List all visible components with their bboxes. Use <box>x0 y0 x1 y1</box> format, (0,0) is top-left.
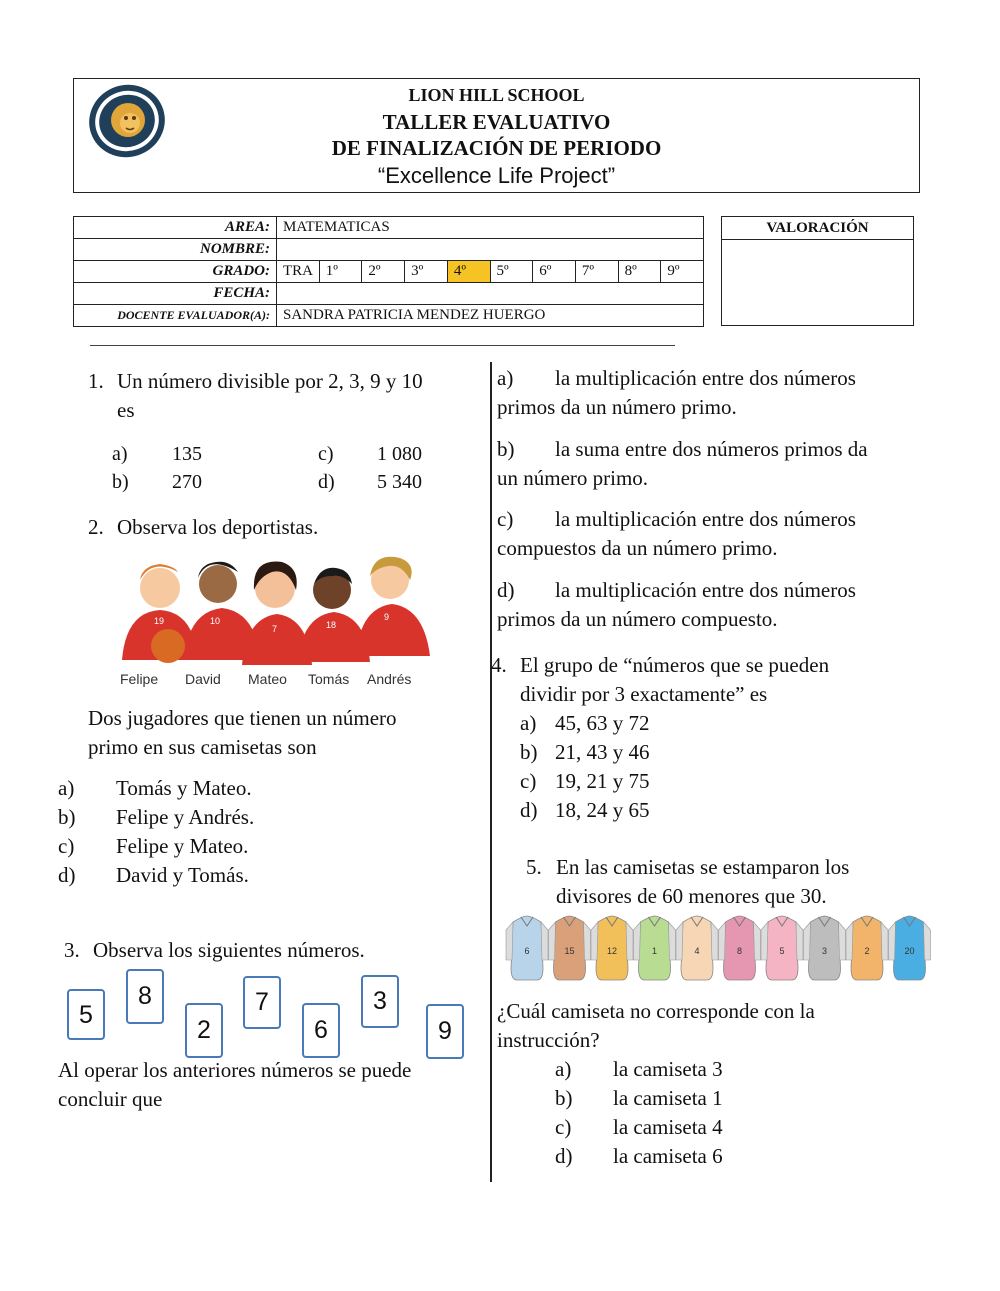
option-letter: d) <box>58 863 76 887</box>
shirt-number: 15 <box>564 946 575 956</box>
option-text: la camiseta 3 <box>613 1057 723 1081</box>
q2-option-c[interactable] <box>58 832 248 861</box>
grade-option[interactable]: 6º <box>533 261 576 282</box>
q1-option-c[interactable] <box>318 440 422 469</box>
shirt <box>719 916 761 980</box>
shirt-sleeve <box>889 922 896 960</box>
project-title: “Excellence Life Project” <box>377 163 616 188</box>
player-name: David <box>185 671 221 687</box>
q3-option-c[interactable] <box>497 505 856 563</box>
option-letter: d) <box>520 798 538 822</box>
shirt-sleeve <box>626 922 633 960</box>
docente-value: SANDRA PATRICIA MENDEZ HUERGO <box>277 305 704 327</box>
option-letter: d) <box>497 578 515 602</box>
option-letter: a) <box>555 1057 572 1081</box>
option-letter: d) <box>555 1144 573 1168</box>
option-letter: d) <box>318 471 335 493</box>
q1-option-d[interactable] <box>318 468 422 497</box>
number-box: 7 <box>243 976 281 1029</box>
separator-line <box>90 345 675 346</box>
option-letter: c) <box>520 769 537 793</box>
number-box: 3 <box>361 975 399 1028</box>
q1-number: 1. <box>88 369 104 393</box>
shirt-sleeve <box>676 922 683 960</box>
q3-conclusion-cont: concluir que <box>58 1087 163 1111</box>
number-box: 6 <box>302 1003 340 1058</box>
q1-text: Un número divisible por 2, 3, 9 y 10 <box>117 369 423 393</box>
shirt-sleeve <box>634 922 641 960</box>
q2-prompt-cont: primo en sus camisetas son <box>88 735 317 759</box>
q5-question-cont: instrucción? <box>497 1028 600 1052</box>
grade-option[interactable]: 1º <box>320 261 363 282</box>
option-text: la multiplicación entre dos números <box>555 507 856 531</box>
number-box: 8 <box>126 969 164 1024</box>
title-line-3: DE FINALIZACIÓN DE PERIODO <box>331 136 662 160</box>
grade-option[interactable]: 9º <box>667 263 680 279</box>
jersey-number: 18 <box>326 620 337 630</box>
q3-text: Observa los siguientes números. <box>93 938 365 962</box>
q4-option-c[interactable] <box>520 767 650 796</box>
q2-option-a[interactable] <box>58 774 252 803</box>
shirt-sleeve <box>754 922 761 960</box>
shirts-row <box>503 912 933 984</box>
q3-option-b[interactable] <box>497 435 868 493</box>
shirt <box>549 916 591 980</box>
grade-option[interactable]: 3º <box>405 261 448 282</box>
shirt-number: 2 <box>864 946 870 956</box>
shirt-sleeve <box>669 922 676 960</box>
player-name: Felipe <box>120 671 159 687</box>
q5-option-c[interactable] <box>555 1113 723 1142</box>
player-name: Tomás <box>308 671 350 687</box>
q3-conclusion: Al operar los anteriores números se puede <box>58 1058 412 1082</box>
grade-selector <box>277 261 704 283</box>
column-divider <box>490 362 492 1182</box>
shirt <box>846 916 888 980</box>
docente-label: DOCENTE EVALUADOR(A): <box>74 305 277 327</box>
q1-text-cont: es <box>117 398 135 422</box>
jersey-number: 9 <box>384 612 390 622</box>
option-text: la suma entre dos números primos da <box>555 437 868 461</box>
shirt-sleeve <box>541 922 548 960</box>
shirt-sleeve <box>846 922 853 960</box>
q4-option-b[interactable] <box>520 738 650 767</box>
option-text-cont: primos da un número primo. <box>497 395 737 419</box>
q2-text: Observa los deportistas. <box>117 515 319 539</box>
player-andres <box>356 557 430 656</box>
option-letter: b) <box>58 805 76 829</box>
shirt-number: 20 <box>904 946 915 956</box>
option-letter: c) <box>555 1115 572 1139</box>
grade-option[interactable]: 8º <box>619 261 662 282</box>
option-letter: c) <box>497 507 514 531</box>
option-text-cont: un número primo. <box>497 466 649 490</box>
shirt-number: 8 <box>736 946 743 956</box>
q5-option-d[interactable] <box>555 1142 723 1171</box>
q2-prompt: Dos jugadores que tienen un número <box>88 706 397 730</box>
shirt-number: 5 <box>779 946 785 956</box>
option-value: 270 <box>172 471 202 493</box>
q4-option-d[interactable] <box>520 796 650 825</box>
valoracion-header: VALORACIÓN <box>722 217 913 240</box>
q3-number: 3. <box>64 938 80 962</box>
number-box: 9 <box>426 1004 464 1059</box>
option-text: la multiplicación entre dos números <box>555 366 856 390</box>
option-letter: a) <box>58 776 75 800</box>
grade-option-selected[interactable]: 4º <box>448 261 491 282</box>
shirt-sleeve <box>761 922 768 960</box>
shirt-sleeve <box>506 922 513 960</box>
number-box: 5 <box>67 989 105 1040</box>
option-letter: b) <box>497 437 515 461</box>
q5-option-a[interactable] <box>555 1055 723 1084</box>
option-value: 5 340 <box>377 471 422 493</box>
number-box: 2 <box>185 1003 223 1058</box>
shirt <box>761 916 803 980</box>
option-text: Felipe y Andrés. <box>116 805 255 829</box>
option-value: 1 080 <box>377 443 422 465</box>
shirt <box>889 916 931 980</box>
q4-text-cont: dividir por 3 exactamente” es <box>520 682 768 706</box>
option-text: la multiplicación entre dos números <box>555 578 856 602</box>
shirt <box>591 916 633 980</box>
grade-option[interactable]: 7º <box>576 261 619 282</box>
shirt-number: 6 <box>524 946 530 956</box>
shirt-sleeve <box>549 922 556 960</box>
option-text: la camiseta 6 <box>613 1144 723 1168</box>
option-text: la camiseta 1 <box>613 1086 723 1110</box>
shirt-number: 1 <box>651 946 658 956</box>
area-value: MATEMATICAS <box>277 217 704 239</box>
shirt <box>634 916 676 980</box>
title-line-2: TALLER EVALUATIVO <box>382 110 611 134</box>
grade-option[interactable]: TRA <box>277 261 320 282</box>
q4-text: El grupo de “números que se pueden <box>520 653 830 677</box>
q3-option-d[interactable] <box>497 576 856 634</box>
shirt-sleeve <box>881 922 888 960</box>
shirt-sleeve <box>924 922 931 960</box>
option-text-cont: compuestos da un número primo. <box>497 536 778 560</box>
q1-option-a[interactable] <box>112 440 202 469</box>
option-text: la camiseta 4 <box>613 1115 723 1139</box>
jersey-number: 19 <box>154 616 165 626</box>
player-name: Mateo <box>248 671 287 687</box>
option-letter: c) <box>318 443 334 465</box>
option-text: 45, 63 y 72 <box>555 711 650 735</box>
q2-option-b[interactable] <box>58 803 254 832</box>
option-text: Tomás y Mateo. <box>116 776 252 800</box>
q2-number: 2. <box>88 515 104 539</box>
q4-number: 4. <box>491 653 507 677</box>
option-letter: c) <box>58 834 75 858</box>
nombre-label: NOMBRE: <box>74 239 277 261</box>
q1-option-b[interactable] <box>112 468 202 497</box>
student-info-table <box>73 216 704 327</box>
shirt-sleeve <box>719 922 726 960</box>
option-letter: a) <box>112 443 128 465</box>
shirt <box>804 916 846 980</box>
shirt-number: 4 <box>694 946 700 956</box>
q4-option-a[interactable] <box>520 709 650 738</box>
shirt-number: 3 <box>821 946 828 956</box>
option-letter: b) <box>112 471 129 493</box>
option-text: 21, 43 y 46 <box>555 740 650 764</box>
athletes-illustration <box>112 550 442 692</box>
fecha-field[interactable] <box>277 283 704 305</box>
option-text: 18, 24 y 65 <box>555 798 650 822</box>
header-box <box>73 78 920 193</box>
school-name: LION HILL SCHOOL <box>408 85 585 105</box>
q5-number: 5. <box>526 855 542 879</box>
grade-option[interactable]: 5º <box>491 261 534 282</box>
jersey-number: 10 <box>210 616 221 626</box>
q5-text-cont: divisores de 60 menores que 30. <box>556 884 827 908</box>
q2-option-d[interactable] <box>58 861 249 890</box>
option-letter: b) <box>555 1086 573 1110</box>
grado-label: GRADO: <box>74 261 277 283</box>
shirt-sleeve <box>584 922 591 960</box>
shirt-sleeve <box>804 922 811 960</box>
option-letter: a) <box>497 366 514 390</box>
fecha-label: FECHA: <box>74 283 277 305</box>
option-value: 135 <box>172 443 202 465</box>
option-letter: b) <box>520 740 538 764</box>
jersey-number: 7 <box>272 624 278 634</box>
area-label: AREA: <box>74 217 277 239</box>
shirt-sleeve <box>839 922 846 960</box>
option-text-cont: primos da un número compuesto. <box>497 607 778 631</box>
q5-option-b[interactable] <box>555 1084 723 1113</box>
shirt <box>676 916 718 980</box>
shirt-sleeve <box>796 922 803 960</box>
option-text: 19, 21 y 75 <box>555 769 650 793</box>
player-name: Andrés <box>367 671 412 687</box>
nombre-field[interactable] <box>277 239 704 261</box>
shirt-sleeve <box>711 922 718 960</box>
option-text: David y Tomás. <box>116 863 249 887</box>
option-letter: a) <box>520 711 537 735</box>
shirt <box>506 916 548 980</box>
shirt-sleeve <box>591 922 598 960</box>
shirt-number: 12 <box>606 946 618 956</box>
q3-option-a[interactable] <box>497 364 856 422</box>
grade-option[interactable]: 2º <box>362 261 405 282</box>
valoracion-box <box>721 216 914 326</box>
option-text: Felipe y Mateo. <box>116 834 249 858</box>
q5-text: En las camisetas se estamparon los <box>556 855 850 879</box>
q5-question: ¿Cuál camiseta no corresponde con la <box>497 999 815 1023</box>
